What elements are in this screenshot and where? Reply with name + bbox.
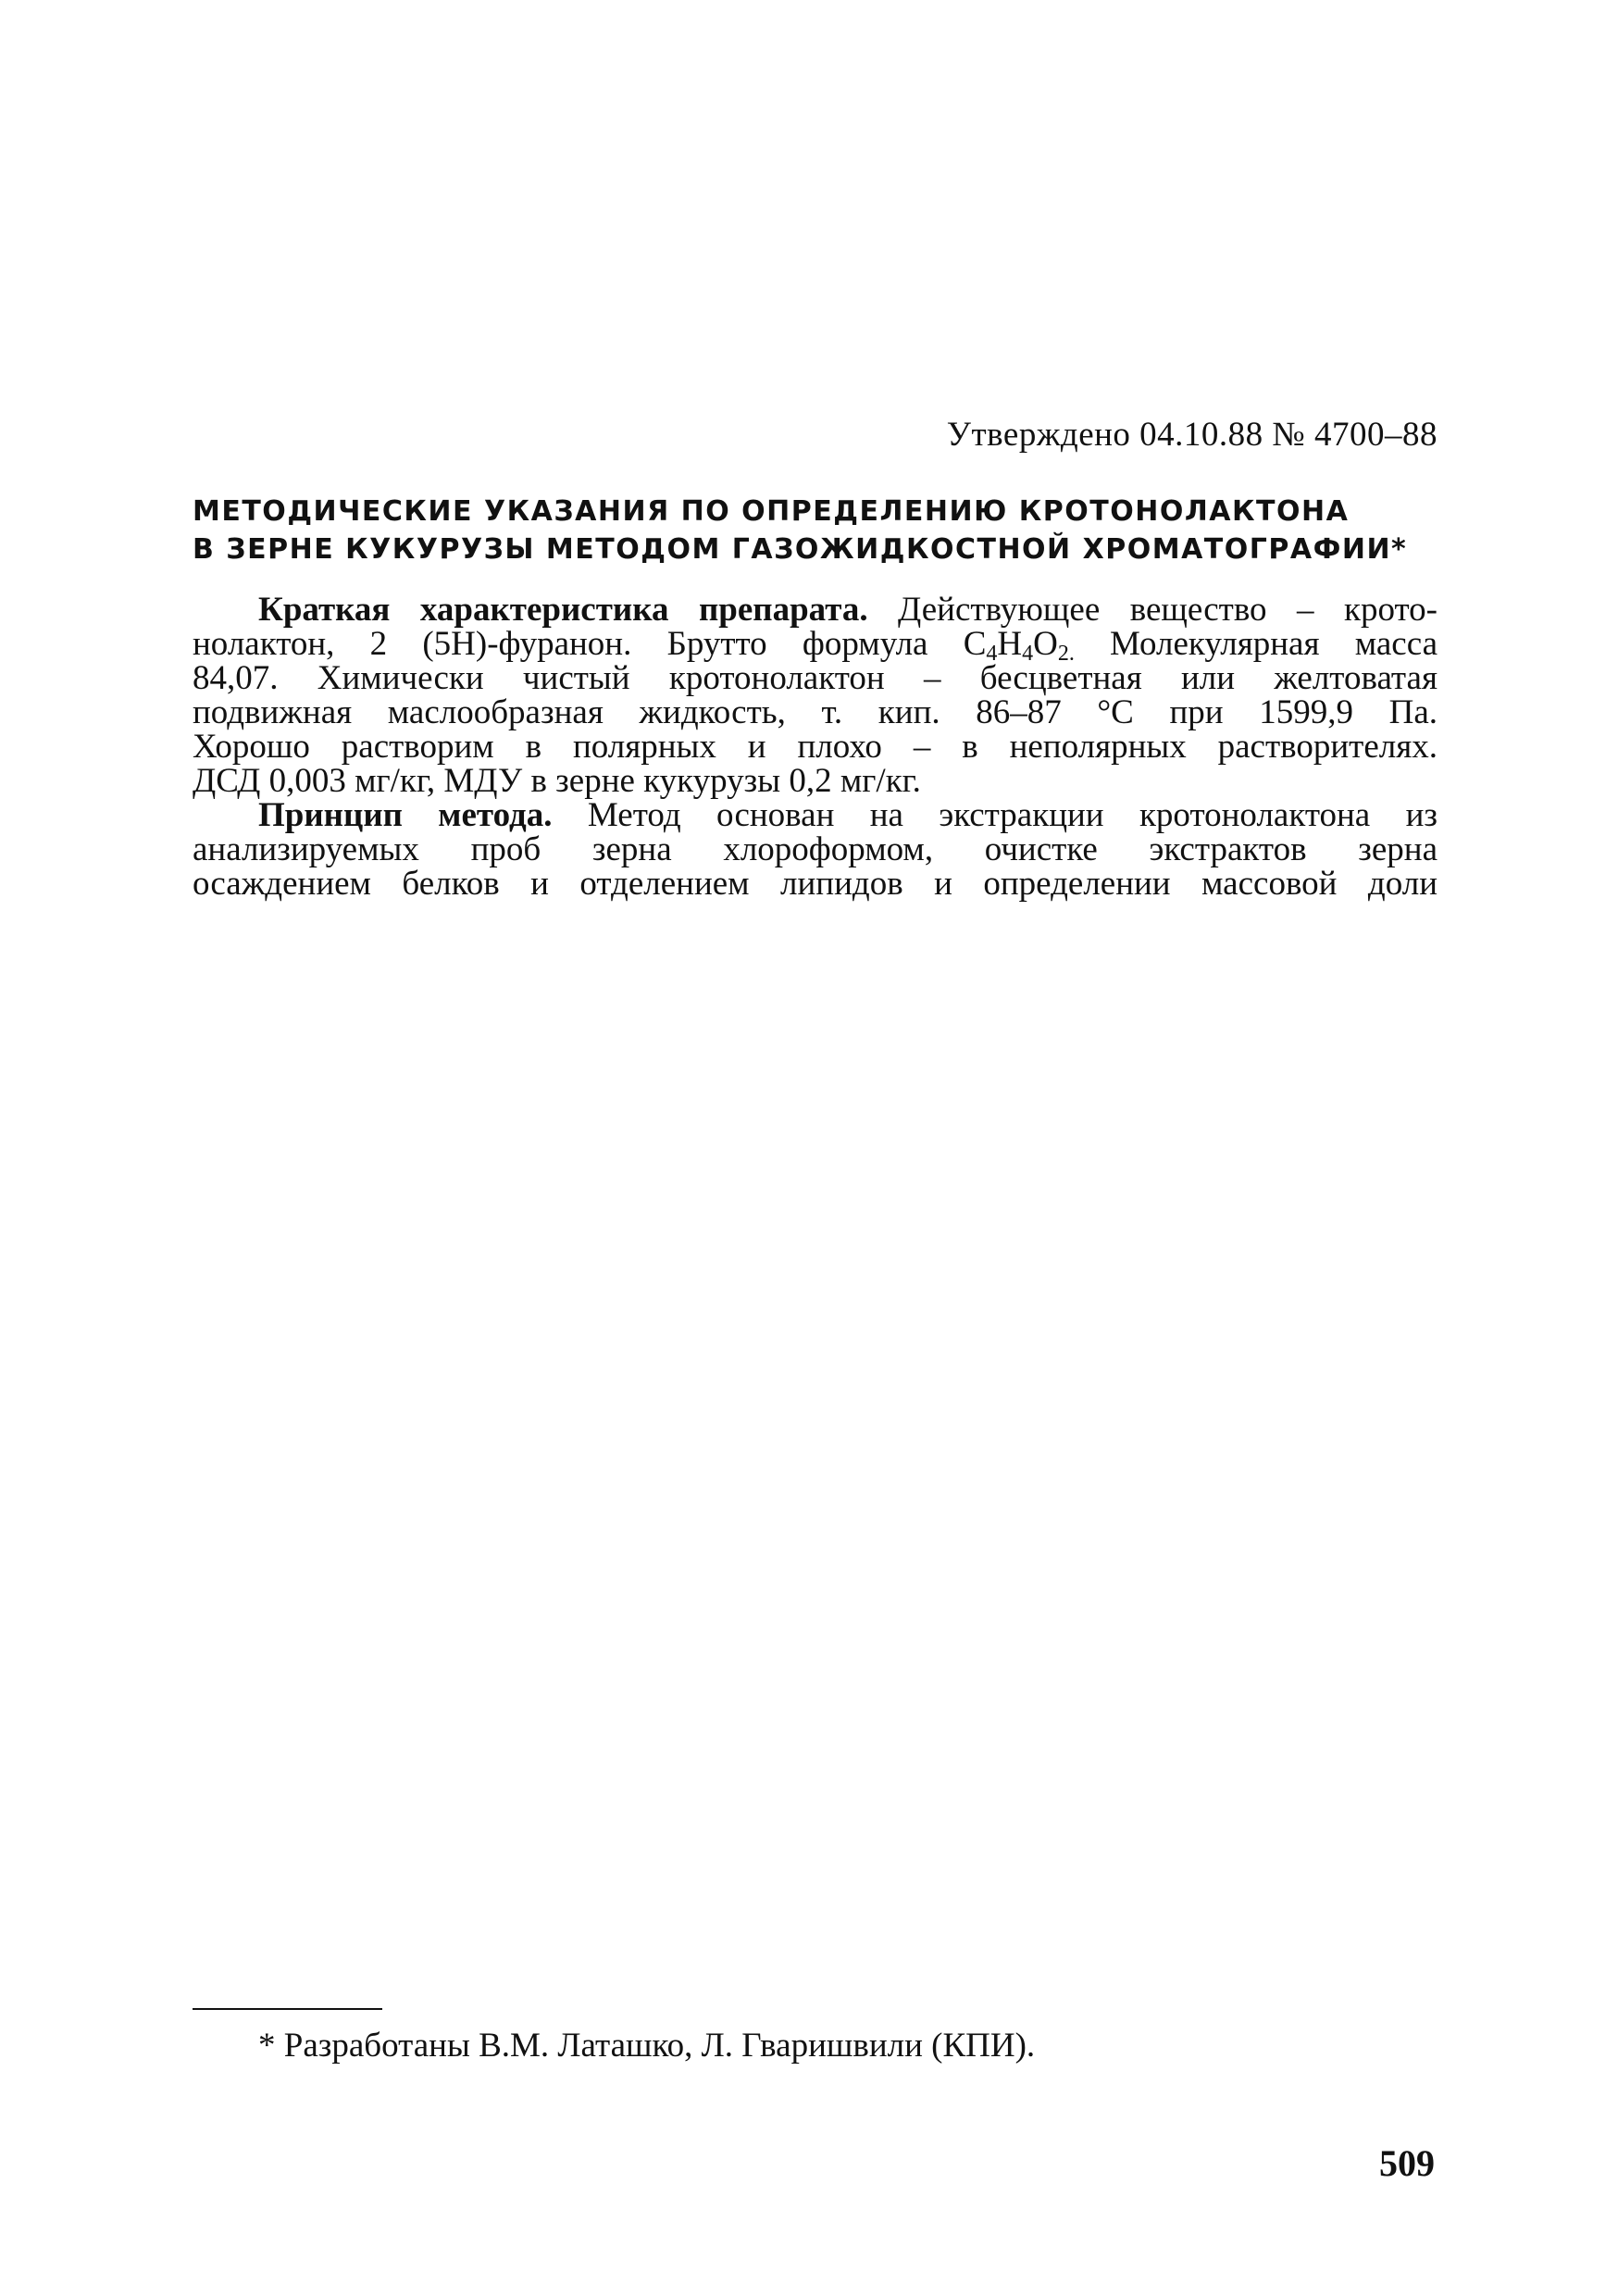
text-line: Хорошо растворим в полярных и плохо – в неполярных растворителях.	[193, 728, 1438, 766]
text-run: Метод основан на экстракции кротонолактона из	[552, 796, 1438, 834]
text-run: H	[997, 625, 1023, 663]
subscript: 4	[986, 642, 998, 666]
title-line-1: МЕТОДИЧЕСКИЕ УКАЗАНИЯ ПО ОПРЕДЕЛЕНИЮ КРОТОНОЛАКТОНА	[193, 495, 1350, 528]
runin-heading: Принцип метода.	[258, 796, 553, 834]
text-line: подвижная маслообразная жидкость, т. кип. 86–87 °С при 1599,9 Па.	[193, 693, 1438, 731]
text-line	[193, 593, 1438, 627]
text-line: 84,07. Химически чистый кротонолактон – бесцветная или желтоватая	[193, 659, 1438, 697]
text-line: анализируемых проб зерна хлороформом, очистке экстрактов зерна	[193, 830, 1438, 868]
text-line	[193, 625, 1438, 666]
text-line: осаждением белков и отделением липидов и определении массовой доли	[193, 865, 1438, 903]
runin-heading: Краткая характеристика препарата.	[258, 591, 868, 629]
footnote-divider	[193, 2008, 382, 2010]
text-run: Действующее вещество – крото-	[867, 591, 1438, 629]
footnote: * Разработаны В.М. Латашко, Л. Гваришвили (КПИ).	[258, 2027, 1036, 2065]
title-line-2: В ЗЕРНЕ КУКУРУЗЫ МЕТОДОМ ГАЗОЖИДКОСТНОЙ ХРОМАТОГРАФИИ*	[193, 533, 1408, 566]
text-run: O	[1033, 625, 1058, 663]
text-line: ДСД 0,003 мг/кг, МДУ в зерне кукурузы 0,2 мг/кг.	[193, 762, 921, 800]
document-title	[193, 493, 1433, 568]
paragraph-characteristics	[193, 593, 1438, 798]
approval-line: Утверждено 04.10.88 № 4700–88	[946, 416, 1438, 454]
subscript: 2.	[1057, 642, 1075, 666]
text-line	[193, 798, 1438, 832]
paragraph-method-principle	[193, 798, 1438, 901]
subscript: 4	[1022, 642, 1034, 666]
text-run: Молекулярная масса	[1074, 625, 1438, 663]
page-number: 509	[1379, 2142, 1435, 2184]
body-text	[193, 593, 1438, 901]
text-run: нолактон, 2 (5Н)-фуранон. Брутто формула C	[193, 625, 987, 663]
